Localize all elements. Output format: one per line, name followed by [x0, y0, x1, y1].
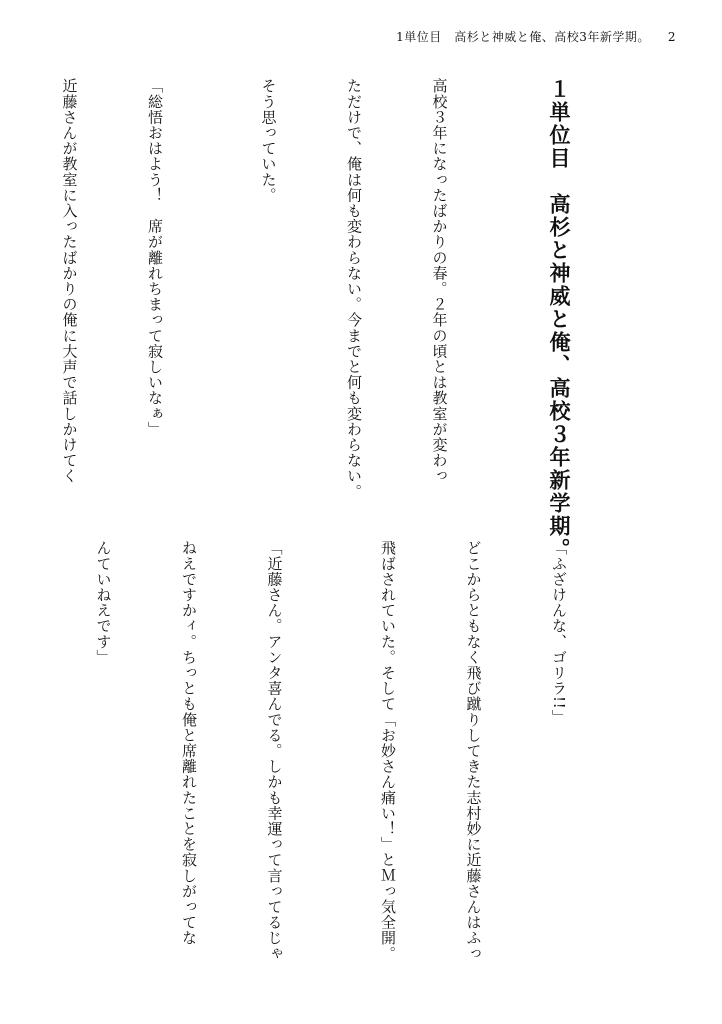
page-number: 2 [667, 30, 676, 44]
text-line: 飛ばされていた。そして「お妙さん痛い！」とＭっ気全開。 [379, 540, 397, 962]
chapter-title: １単位目 高杉と神威と俺、高校３年新学期。 [547, 78, 571, 561]
text-line: 「近藤さん。アンタ喜んでる。しかも幸運って言ってるじゃ [265, 540, 284, 962]
text-line: ねえですかィ。ちっとも俺と席離れたことを寂しがってな [180, 540, 198, 946]
text-line: そう思っていた。 [259, 78, 278, 203]
text-line [0, 540, 4, 970]
text-line: 高校３年になったばかりの春。２年の頃とは教室が変わっ [430, 78, 449, 484]
text-line: んていねえです」 [94, 540, 113, 665]
text-line: どこからともなく飛び蹴りしてきた志村妙に近藤さんはふっ [464, 540, 483, 962]
running-title: 1単位目 高杉と神威と俺、高校3年新学期。 [396, 30, 650, 44]
text-line: 「ふざけんな、ゴリラ!!」 [550, 540, 568, 725]
text-line: 「総悟おはよう！ 席が離れちまって寂しいなぁ」 [146, 78, 164, 437]
running-header [396, 28, 676, 45]
text-line: ただけで、俺は何も変わらない。今までと何も変わらない。 [345, 78, 363, 500]
bottom-text-block [70, 540, 630, 970]
top-text-block [60, 78, 630, 561]
text-line: 近藤さんが教室に入ったばかりの俺に大声で話しかけてく [60, 78, 79, 484]
